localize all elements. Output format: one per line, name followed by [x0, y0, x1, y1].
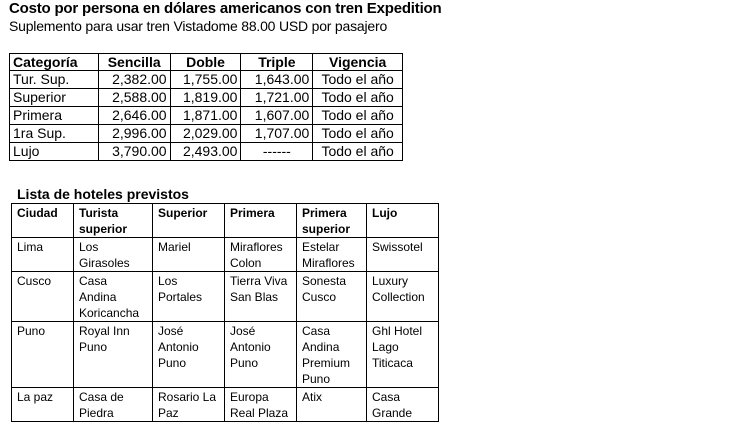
price-table-header-row: [10, 54, 403, 71]
column-header-ciudad: Ciudad: [12, 204, 74, 238]
price-cell: 1,721.00: [241, 89, 313, 107]
category-cell: Primera: [10, 107, 99, 125]
category-cell: Lujo: [10, 143, 99, 161]
price-cell: 1,871.00: [170, 107, 241, 125]
column-header-doble: Doble: [170, 54, 241, 71]
hotel-cell: Sonesta Cusco: [297, 272, 367, 322]
hotel-cell: Rosario La Paz: [153, 388, 225, 422]
hotel-cell: Luxury Collection: [367, 272, 439, 322]
hotels-table-header-row: [12, 204, 439, 238]
hotel-cell: Atix: [297, 388, 367, 422]
table-row: [12, 388, 439, 422]
table-row: [12, 238, 439, 272]
column-header-lujo: Lujo: [367, 204, 439, 238]
hotel-cell: Royal Inn Puno: [74, 322, 153, 388]
table-row: [12, 272, 439, 322]
hotel-cell: Miraflores Colon: [225, 238, 297, 272]
hotel-cell: José Antonio Puno: [225, 322, 297, 388]
price-cell: 3,790.00: [98, 143, 170, 161]
city-cell: Cusco: [12, 272, 74, 322]
price-cell: 1,819.00: [170, 89, 241, 107]
table-row: [10, 143, 403, 161]
hotel-cell: Los Girasoles: [74, 238, 153, 272]
hotel-cell: Estelar Miraflores: [297, 238, 367, 272]
hotel-cell: Casa Andina Premium Puno: [297, 322, 367, 388]
category-cell: Superior: [10, 89, 99, 107]
validity-cell: Todo el año: [313, 107, 403, 125]
hotel-cell: Europa Real Plaza: [225, 388, 297, 422]
hotel-cell: Casa Grande: [367, 388, 439, 422]
hotel-cell: Ghl Hotel Lago Titicaca: [367, 322, 439, 388]
table-row: [10, 71, 403, 89]
price-cell: 2,588.00: [98, 89, 170, 107]
category-cell: Tur. Sup.: [10, 71, 99, 89]
column-header-sencilla: Sencilla: [98, 54, 170, 71]
validity-cell: Todo el año: [313, 89, 403, 107]
price-cell: 2,646.00: [98, 107, 170, 125]
price-cell: 2,382.00: [98, 71, 170, 89]
price-cell: 2,029.00: [170, 125, 241, 143]
hotel-cell: Casa Andina Koricancha: [74, 272, 153, 322]
table-row: [12, 322, 439, 388]
category-cell: 1ra Sup.: [10, 125, 99, 143]
column-header-turista-superior: Turista superior: [74, 204, 153, 238]
price-table: [9, 53, 403, 161]
column-header-primera: Primera: [225, 204, 297, 238]
price-cell: ------: [241, 143, 313, 161]
page-title: Costo por persona en dólares americanos con tren Expedition: [9, 0, 442, 17]
price-cell: 1,755.00: [170, 71, 241, 89]
column-header-superior: Superior: [153, 204, 225, 238]
column-header-vigencia: Vigencia: [313, 54, 403, 71]
hotel-cell: José Antonio Puno: [153, 322, 225, 388]
table-row: [10, 125, 403, 143]
column-header-primera-superior: Primera superior: [297, 204, 367, 238]
price-cell: 2,996.00: [98, 125, 170, 143]
city-cell: Lima: [12, 238, 74, 272]
hotel-cell: Mariel: [153, 238, 225, 272]
hotel-cell: Los Portales: [153, 272, 225, 322]
table-row: [10, 89, 403, 107]
price-cell: 1,607.00: [241, 107, 313, 125]
price-cell: 1,643.00: [241, 71, 313, 89]
hotel-cell: Tierra Viva San Blas: [225, 272, 297, 322]
price-cell: 2,493.00: [170, 143, 241, 161]
validity-cell: Todo el año: [313, 143, 403, 161]
validity-cell: Todo el año: [313, 71, 403, 89]
city-cell: La paz: [12, 388, 74, 422]
hotel-cell: Casa de Piedra: [74, 388, 153, 422]
city-cell: Puno: [12, 322, 74, 388]
page-subtitle: Suplemento para usar tren Vistadome 88.00 USD por pasajero: [9, 18, 388, 34]
column-header-categoria: Categoría: [10, 54, 99, 71]
hotels-table: [11, 203, 439, 422]
hotel-cell: Swissotel: [367, 238, 439, 272]
table-row: [10, 107, 403, 125]
validity-cell: Todo el año: [313, 125, 403, 143]
price-cell: 1,707.00: [241, 125, 313, 143]
column-header-triple: Triple: [241, 54, 313, 71]
hotels-caption: Lista de hoteles previstos: [17, 186, 189, 202]
